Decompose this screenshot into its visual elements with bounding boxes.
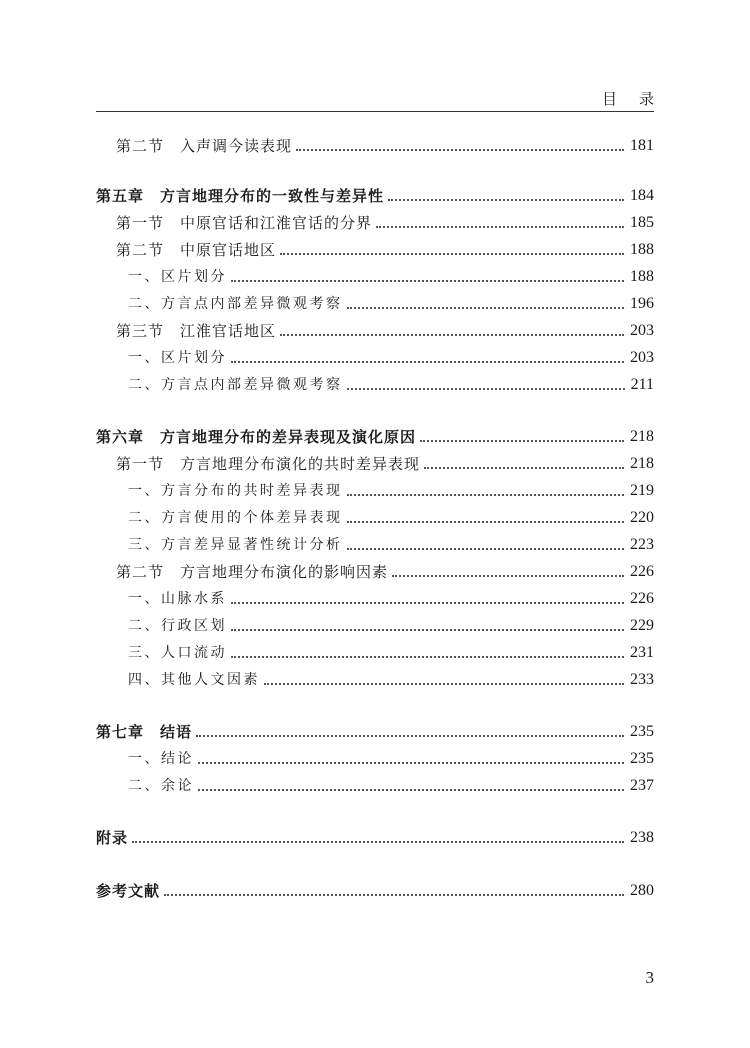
toc-entry-page: 235: [630, 723, 654, 740]
dot-leader: [231, 280, 624, 282]
toc-entry-label: 第一节 中原官话和江淮官话的分界: [116, 214, 373, 232]
toc-entry-label: 四、其他人文因素: [128, 672, 260, 688]
toc-entry-page: 226: [630, 563, 654, 580]
toc-subsection-entry[interactable]: [128, 533, 654, 555]
toc-subsection-entry[interactable]: [128, 587, 654, 609]
dot-leader: [347, 307, 625, 309]
toc-chapter-entry[interactable]: [96, 425, 654, 447]
dot-leader: [264, 683, 624, 685]
toc-subsection-entry[interactable]: [128, 373, 654, 395]
toc-entry-label: 一、结论: [128, 751, 194, 767]
toc-entry-page: 203: [630, 349, 654, 366]
dot-leader: [132, 841, 624, 843]
toc-section-entry[interactable]: [116, 211, 654, 233]
toc-entry-label: 第五章 方言地理分布的一致性与差异性: [96, 187, 385, 205]
toc-chapter-entry[interactable]: [96, 879, 654, 901]
dot-leader: [280, 334, 624, 336]
dot-leader: [392, 575, 624, 577]
dot-leader: [420, 440, 624, 442]
toc-subsection-entry[interactable]: [128, 614, 654, 636]
toc-entry-page: 219: [630, 482, 654, 499]
toc-entry-label: 二、行政区划: [128, 618, 227, 634]
toc-entry-label: 一、方言分布的共时差异表现: [128, 483, 343, 499]
toc-entry-page: 237: [630, 777, 654, 794]
toc-entry-page: 218: [630, 455, 654, 472]
toc-entry-label: 一、山脉水系: [128, 591, 227, 607]
dot-leader: [198, 789, 624, 791]
toc-chapter-entry[interactable]: [96, 720, 654, 742]
toc-entry-page: 184: [630, 187, 654, 204]
toc-subsection-entry[interactable]: [128, 641, 654, 663]
dot-leader: [231, 602, 624, 604]
toc-entry-label: 三、人口流动: [128, 645, 227, 661]
toc-entry-label: 第二节 入声调今读表现: [116, 137, 293, 155]
dot-leader: [231, 656, 624, 658]
toc-subsection-entry[interactable]: [128, 747, 654, 769]
toc-section-entry[interactable]: [116, 452, 654, 474]
toc-entry-label: 第六章 方言地理分布的差异表现及演化原因: [96, 428, 417, 446]
toc-chapter-entry[interactable]: [96, 826, 654, 848]
toc-entry-page: 181: [630, 137, 654, 154]
dot-leader: [347, 388, 625, 390]
dot-leader: [231, 629, 624, 631]
toc-entry-label: 一、区片划分: [128, 269, 227, 285]
toc-entry-label: 第二节 方言地理分布演化的影响因素: [116, 563, 389, 581]
running-header: 目录: [601, 90, 676, 108]
toc-section-entry[interactable]: [116, 560, 654, 582]
toc-section-entry[interactable]: [116, 319, 654, 341]
toc-entry-page: 218: [630, 428, 654, 445]
toc-entry-page: 196: [630, 295, 654, 312]
toc-entry-page: 211: [630, 376, 654, 393]
toc-entry-label: 第七章 结语: [96, 723, 193, 741]
dot-leader: [164, 894, 624, 896]
toc-entry-page: 231: [630, 644, 654, 661]
toc-subsection-entry[interactable]: [128, 668, 654, 690]
toc-entry-page: 188: [630, 241, 654, 258]
toc-entry-page: 188: [630, 268, 654, 285]
toc-entry-label: 二、余论: [128, 778, 194, 794]
toc-subsection-entry[interactable]: [128, 265, 654, 287]
dot-leader: [296, 149, 624, 151]
toc-entry-page: 185: [630, 214, 654, 231]
toc-section-entry[interactable]: [116, 134, 654, 156]
toc-subsection-entry[interactable]: [128, 346, 654, 368]
toc-entry-label: 第二节 中原官话地区: [116, 241, 277, 259]
toc-entry-page: 233: [630, 671, 654, 688]
dot-leader: [376, 226, 624, 228]
toc-entry-page: 280: [630, 882, 654, 899]
toc-section-entry[interactable]: [116, 238, 654, 260]
dot-leader: [280, 253, 624, 255]
toc-entry-page: 235: [630, 750, 654, 767]
page-number: 3: [645, 968, 654, 987]
dot-leader: [388, 199, 624, 201]
toc-entry-page: 229: [630, 617, 654, 634]
toc-entry-label: 第一节 方言地理分布演化的共时差异表现: [116, 455, 421, 473]
dot-leader: [198, 762, 624, 764]
toc-entry-label: 二、方言点内部差异微观考察: [128, 377, 343, 393]
toc-subsection-entry[interactable]: [128, 774, 654, 796]
dot-leader: [424, 467, 624, 469]
toc-entry-label: 第三节 江淮官话地区: [116, 322, 277, 340]
header-rule: [96, 111, 654, 112]
toc-entry-page: 226: [630, 590, 654, 607]
dot-leader: [347, 494, 625, 496]
toc-subsection-entry[interactable]: [128, 479, 654, 501]
dot-leader: [231, 361, 624, 363]
toc-entry-page: 220: [630, 509, 654, 526]
toc-entry-page: 238: [630, 829, 654, 846]
toc-entry-label: 三、方言差异显著性统计分析: [128, 537, 343, 553]
toc-entry-label: 二、方言点内部差异微观考察: [128, 296, 343, 312]
toc-subsection-entry[interactable]: [128, 506, 654, 528]
toc-subsection-entry[interactable]: [128, 292, 654, 314]
toc-entry-label: 二、方言使用的个体差异表现: [128, 510, 343, 526]
dot-leader: [347, 548, 625, 550]
dot-leader: [196, 735, 624, 737]
toc-entry-label: 一、区片划分: [128, 350, 227, 366]
toc-entry-label: 参考文献: [96, 882, 161, 900]
toc-chapter-entry[interactable]: [96, 184, 654, 206]
toc-entry-page: 223: [630, 536, 654, 553]
toc-entry-page: 203: [630, 322, 654, 339]
toc-entry-label: 附录: [96, 829, 129, 847]
dot-leader: [347, 521, 625, 523]
